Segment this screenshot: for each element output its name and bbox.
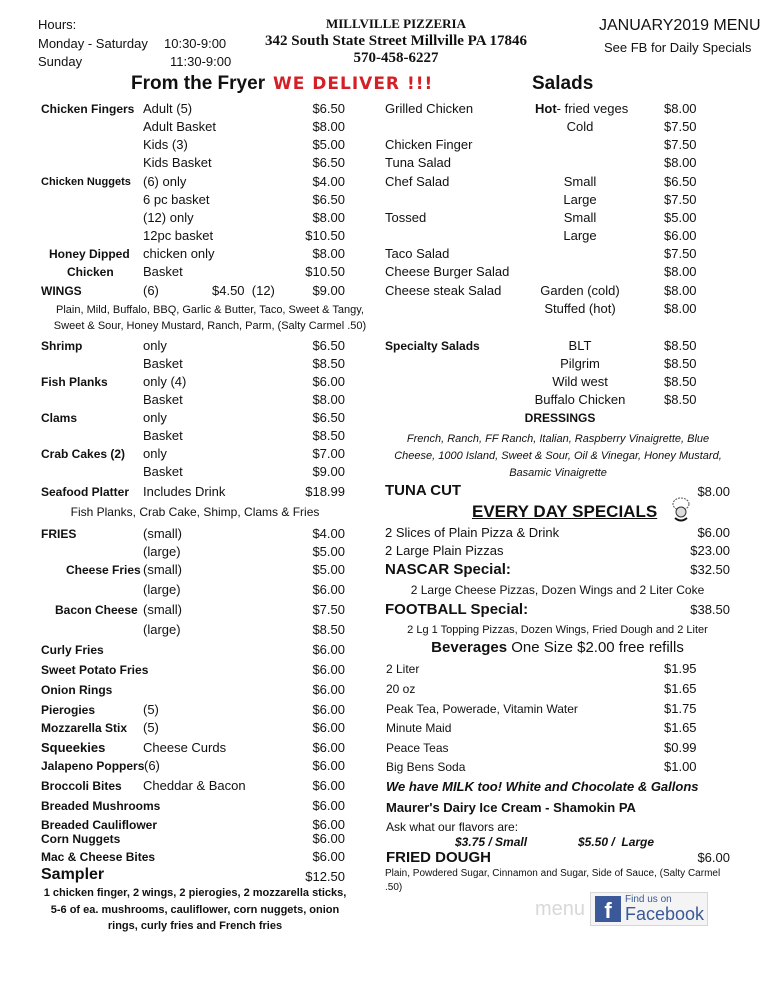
item-name: Cheese Fries (66, 563, 141, 577)
item-price: $8.00 (312, 210, 345, 225)
option-text: - fried veges (556, 101, 629, 116)
menu-subtitle: See FB for Daily Specials (604, 40, 752, 55)
item-name: Squeekies (41, 740, 106, 755)
item-desc: (large) (143, 582, 181, 597)
item-name: Breaded Cauliflower (41, 818, 158, 832)
beverage-name: Peace Teas (386, 741, 449, 755)
wing-flavors: Sweet & Sour, Honey Mustard, Ranch, Parm, (Salty Carmel .50) (53, 320, 367, 332)
item-desc: (12) only (143, 210, 194, 225)
item-name: Fish Planks (41, 375, 108, 389)
item-desc: Adult (5) (143, 101, 193, 116)
fried-dough-note: .50) (385, 882, 403, 893)
dressings-list: Cheese, 1000 Island, Sweet & Sour, Oil & Vinegar, Honey Mustard, (394, 450, 722, 462)
item-option: Buffalo Chicken (534, 392, 626, 407)
special-name: 2 Slices of Plain Pizza & Drink (385, 525, 560, 540)
item-desc: (small) (143, 562, 182, 577)
item-name: Tuna Salad (385, 155, 452, 170)
item-price: $18.99 (305, 484, 345, 499)
item-price: $6.00 (312, 740, 345, 755)
restaurant-address: 342 South State Street Millville PA 17846 (265, 33, 527, 49)
item-desc: 6 pc basket (143, 192, 210, 207)
item-price: $8.00 (312, 119, 345, 134)
tuna-cut-price: $8.00 (697, 484, 730, 499)
item-name: Bacon Cheese (55, 603, 138, 617)
beverage-name: 2 Liter (386, 662, 420, 676)
section-title-salads: Salads (532, 73, 594, 94)
item-price: $8.50 (664, 374, 697, 389)
special-price: $23.00 (690, 543, 730, 558)
hours-time-weekday: 10:30-9:00 (164, 36, 227, 51)
item-desc: (large) (143, 622, 181, 637)
facebook-find-us: Find us on (625, 894, 672, 905)
item-price: $8.00 (664, 301, 697, 316)
item-name: Curly Fries (41, 643, 104, 657)
item-option: Small (563, 210, 597, 225)
item-desc: Includes Drink (143, 484, 226, 499)
item-price: $9.00 (312, 464, 345, 479)
platter-note: Fish Planks, Crab Cake, Shimp, Clams & Fries (70, 505, 320, 519)
item-option (535, 101, 628, 116)
item-name: Grilled Chicken (385, 101, 474, 116)
item-price: $6.00 (312, 702, 345, 717)
item-name: WINGS (41, 284, 82, 298)
beverage-name: Peak Tea, Powerade, Vitamin Water (386, 702, 578, 716)
item-name: Onion Rings (41, 683, 113, 697)
item-name: Cheese Burger Salad (385, 264, 510, 279)
item-price: $6.50 (312, 192, 345, 207)
item-price: $7.50 (664, 192, 697, 207)
item-price: $5.00 (664, 210, 697, 225)
item-name: Taco Salad (385, 246, 450, 261)
facebook-label: Facebook (625, 904, 705, 924)
item-price: $8.00 (312, 392, 345, 407)
item-desc: only (143, 446, 167, 461)
restaurant-phone: 570-458-6227 (353, 50, 439, 66)
item-desc: (small) (143, 602, 182, 617)
item-name: Chicken Finger (385, 137, 473, 152)
item-option: BLT (568, 338, 592, 353)
item-name: Breaded Mushrooms (41, 799, 161, 813)
item-price: $6.00 (312, 682, 345, 697)
item-price: $8.50 (664, 356, 697, 371)
item-price: $7.50 (664, 119, 697, 134)
item-desc: Adult Basket (143, 119, 216, 134)
item-price: $6.00 (312, 720, 345, 735)
item-price: $6.00 (312, 778, 345, 793)
item-name: Sweet Potato Fries (41, 663, 149, 677)
item-option: Wild west (552, 374, 608, 389)
dressings-title: DRESSINGS (524, 411, 596, 425)
ice-cream-small-price: $3.75 / Small (455, 835, 528, 849)
dressings-list: French, Ranch, FF Ranch, Italian, Raspberry Vinaigrette, Blue (406, 433, 710, 445)
item-desc: only (4) (143, 374, 187, 389)
item-name: Mozzarella Stix (41, 721, 128, 735)
item-desc: Basket (143, 264, 183, 279)
item-name: Mac & Cheese Bites (41, 850, 156, 864)
item-price: $6.50 (312, 155, 345, 170)
item-price: $6.50 (664, 174, 697, 189)
item-price: $6.00 (664, 228, 697, 243)
fried-dough-note: Plain, Powdered Sugar, Cinnamon and Sugar, Side of Sauce, (Salty Carmel (385, 868, 721, 879)
item-option: Cold (566, 119, 594, 134)
menu-title: JANUARY2019 MENU (599, 17, 761, 34)
dressings-list: Basamic Vinaigrette (509, 467, 607, 479)
item-price: $4.00 (312, 526, 345, 541)
beverage-name: Big Bens Soda (386, 760, 466, 774)
special-name: 2 Large Plain Pizzas (385, 543, 504, 558)
item-price: $9.00 (312, 283, 345, 298)
facebook-text (625, 895, 704, 923)
sampler-price: $12.50 (305, 869, 345, 884)
beverage-price: $1.65 (664, 681, 697, 696)
item-price: $6.50 (312, 101, 345, 116)
beverage-price: $1.95 (664, 661, 697, 676)
item-desc: only (143, 410, 167, 425)
hours-time-sunday: 11:30-9:00 (170, 54, 232, 69)
item-price: $4.00 (312, 174, 345, 189)
section-title-fryer: From the Fryer (131, 73, 266, 94)
item-price: $5.00 (312, 137, 345, 152)
item-price: $8.50 (312, 622, 345, 637)
item-price: $6.00 (312, 831, 345, 846)
item-price: $5.00 (312, 562, 345, 577)
item-desc-2: $4.50 (12) (212, 283, 275, 298)
item-name: Broccoli Bites (41, 779, 122, 793)
item-desc: (5) (143, 702, 159, 717)
item-price: $6.00 (312, 798, 345, 813)
beverage-price: $0.99 (664, 740, 697, 755)
item-desc: Basket (143, 464, 183, 479)
item-price: $6.50 (312, 338, 345, 353)
item-price: $7.50 (664, 246, 697, 261)
item-name: Seafood Platter (41, 485, 130, 499)
item-name: Chicken (67, 265, 114, 279)
ice-cream-title: Maurer's Dairy Ice Cream - Shamokin PA (386, 800, 636, 815)
item-option: Small (563, 174, 597, 189)
item-price: $10.50 (305, 228, 345, 243)
item-price: $6.00 (312, 817, 345, 832)
sampler-note: 1 chicken finger, 2 wings, 2 pierogies, 2 mozzarella sticks, (43, 887, 347, 899)
item-name: Corn Nuggets (41, 832, 121, 846)
item-price: $6.00 (312, 849, 345, 864)
item-name: Shrimp (41, 339, 83, 353)
beverages-subtitle: One Size $2.00 free refills (511, 639, 684, 656)
item-price: $7.50 (664, 137, 697, 152)
item-desc: (6) (144, 758, 160, 773)
option-bold: Hot (535, 101, 557, 116)
item-option: Large (563, 228, 597, 243)
fried-dough-name: FRIED DOUGH (386, 849, 491, 866)
item-price: $6.00 (312, 662, 345, 677)
item-price: $8.50 (664, 392, 697, 407)
item-name: Cheese steak Salad (385, 283, 502, 298)
item-desc: 12pc basket (143, 228, 214, 243)
beverage-price: $1.65 (664, 720, 697, 735)
deliver-banner: WE DELIVER !!! (273, 74, 434, 94)
item-desc: only (143, 338, 167, 353)
item-name: FRIES (41, 527, 77, 541)
item-price: $10.50 (305, 264, 345, 279)
specialty-salads-label: Specialty Salads (385, 339, 480, 353)
item-desc: (6) (143, 283, 159, 298)
item-desc: (large) (143, 544, 181, 559)
item-price: $7.00 (312, 446, 345, 461)
item-price: $8.50 (312, 428, 345, 443)
item-option: Stuffed (hot) (544, 301, 616, 316)
item-price: $8.00 (664, 155, 697, 170)
item-price: $6.00 (312, 582, 345, 597)
facebook-badge[interactable] (590, 892, 708, 926)
nascar-special-note: 2 Large Cheese Pizzas, Dozen Wings and 2 Liter Coke (410, 583, 705, 597)
item-desc: Cheese Curds (143, 740, 227, 755)
item-name: Clams (41, 411, 78, 425)
tuna-cut-name: TUNA CUT (385, 482, 462, 499)
ice-cream-large-price: $5.50 / Large (578, 835, 655, 849)
item-price: $8.50 (664, 338, 697, 353)
beverage-price: $1.00 (664, 759, 697, 774)
sampler-note: rings, curly fries and French fries (107, 920, 283, 932)
item-option: Garden (cold) (540, 283, 620, 298)
item-desc: (small) (143, 526, 182, 541)
item-option: Pilgrim (560, 356, 600, 371)
sampler-name: Sampler (41, 866, 105, 883)
football-special-name: FOOTBALL Special: (385, 601, 529, 618)
nascar-special-name: NASCAR Special: (385, 561, 511, 578)
hours-label: Hours: (38, 17, 77, 32)
item-price: $6.00 (312, 642, 345, 657)
item-option: Large (563, 192, 597, 207)
ice-cream-ask: Ask what our flavors are: (386, 820, 519, 834)
item-desc: Basket (143, 428, 183, 443)
beverages-header (385, 639, 730, 656)
item-name: Chicken Fingers (41, 102, 135, 116)
item-price: $6.00 (312, 374, 345, 389)
item-name: Pierogies (41, 703, 96, 717)
item-price: $8.00 (664, 264, 697, 279)
wing-flavors: Plain, Mild, Buffalo, BBQ, Garlic & Butter, Taco, Sweet & Tangy, (56, 304, 364, 316)
item-desc: (6) only (143, 174, 187, 189)
item-price: $8.00 (664, 283, 697, 298)
beverages-title: Beverages (431, 639, 508, 656)
item-price: $5.00 (312, 544, 345, 559)
item-desc: (5) (143, 720, 159, 735)
sampler-note: 5-6 of ea. mushrooms, cauliflower, corn nuggets, onion (50, 904, 340, 916)
item-price: $8.50 (312, 356, 345, 371)
item-price: $6.00 (312, 758, 345, 773)
item-name: Chef Salad (385, 174, 450, 189)
item-desc: Kids Basket (143, 155, 212, 170)
pizza-chef-icon (670, 496, 692, 524)
beverage-name: Minute Maid (386, 721, 452, 735)
item-desc: Kids (3) (143, 137, 188, 152)
item-price: $8.00 (664, 101, 697, 116)
nascar-special-price: $32.50 (690, 562, 730, 577)
restaurant-name: MILLVILLE PIZZERIA (325, 16, 467, 31)
item-name: Honey Dipped (49, 247, 130, 261)
item-name: Jalapeno Poppers (41, 759, 145, 773)
item-desc: Basket (143, 356, 183, 371)
milk-note: We have MILK too! White and Chocolate & Gallons (386, 779, 699, 794)
item-desc: Basket (143, 392, 183, 407)
item-name: Chicken Nuggets (41, 176, 131, 188)
hours-days-sunday: Sunday (38, 54, 83, 69)
beverage-name: 20 oz (386, 682, 416, 696)
special-price: $6.00 (697, 525, 730, 540)
watermark: menu (535, 898, 586, 920)
football-special-note: 2 Lg 1 Topping Pizzas, Dozen Wings, Fried Dough and 2 Liter (407, 624, 708, 636)
fried-dough-price: $6.00 (697, 850, 730, 865)
facebook-logo-icon: f (595, 896, 621, 922)
hours-days-weekday: Monday - Saturday (38, 36, 148, 51)
football-special-price: $38.50 (690, 602, 730, 617)
item-price: $7.50 (312, 602, 345, 617)
item-price: $6.50 (312, 410, 345, 425)
item-name: Tossed (385, 210, 427, 225)
item-price: $8.00 (312, 246, 345, 261)
beverage-price: $1.75 (664, 701, 697, 716)
specials-title: EVERY DAY SPECIALS (472, 502, 658, 521)
item-desc: chicken only (143, 246, 215, 261)
item-name: Crab Cakes (2) (41, 447, 126, 461)
item-desc: Cheddar & Bacon (143, 778, 246, 793)
